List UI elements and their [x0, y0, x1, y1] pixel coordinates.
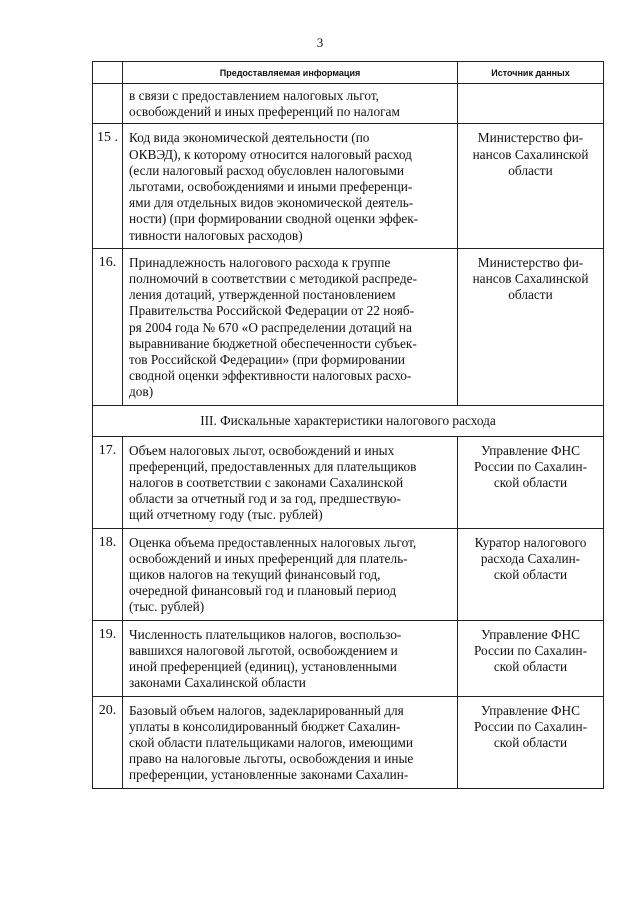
- section-header-row: [93, 405, 604, 436]
- row-source: Управление ФНС России по Сахалин- ской области: [458, 620, 604, 696]
- row-number: 20.: [93, 696, 123, 788]
- continuation-line: в связи с предоставлением налоговых льгот,: [129, 88, 379, 103]
- row-source: Куратор налогового расхода Сахалин- ской области: [458, 528, 604, 620]
- section-title: III. Фискальные характеристики налогового расхода: [93, 405, 604, 436]
- row-number: 16.: [93, 248, 123, 405]
- page-number: 3: [316, 35, 324, 50]
- table-row: [93, 528, 604, 620]
- table-row: [93, 696, 604, 788]
- header-number: [93, 62, 123, 84]
- table-row: [93, 248, 604, 405]
- continuation-line: освобождений и иных преференций по налогам: [129, 104, 400, 120]
- row-number: 17.: [93, 436, 123, 528]
- table-header-row: [93, 62, 604, 84]
- row-info: Численность плательщиков налогов, воспользо- вавшихся налоговой льготой, освобождением и иной преференцией (единиц), установленными законами Сахалинской области: [123, 620, 458, 696]
- data-sources-table: [92, 61, 604, 789]
- header-info: Предоставляемая информация: [123, 62, 458, 84]
- row-number: 18.: [93, 528, 123, 620]
- row-info: Базовый объем налогов, задекларированный для уплаты в консолидированный бюджет Сахалин- ской области плательщиками налогов, имеющими право на налоговые льготы, освобождения и иные преференции, установленные законами Сахалин-: [123, 696, 458, 788]
- header-source: Источник данных: [458, 62, 604, 84]
- table-row: [93, 436, 604, 528]
- row-source: Министерство фи- нансов Сахалинской области: [458, 124, 604, 248]
- table-row: [93, 620, 604, 696]
- row-info: Код вида экономической деятельности (по ОКВЭД), к которому относится налоговый расход (если налоговый расход обусловлен налоговыми льготами, освобождениями и иными преференци- ями для отдельных видов экономической деятель- ности) (при формировании сводной оценки эффек- тивности налоговых расходов): [123, 124, 458, 248]
- row-number: 15 .: [93, 124, 123, 248]
- continuation-source-cell: [458, 84, 604, 124]
- row-info: Принадлежность налогового расхода к группе полномочий в соответствии с методикой распреде- ления дотаций, утвержденной постановлением Правительства Российской Федерации от 22 нояб- ря 2004 года № 670 «О распределении дотаций на выравнивание бюджетной обеспеченности субъек- тов Российской Федерации» (при формировании сводной оценки эффективности налоговых расхо- дов): [123, 248, 458, 405]
- continuation-row: [93, 84, 604, 124]
- row-number: 19.: [93, 620, 123, 696]
- continuation-info-cell: [123, 84, 458, 124]
- row-source: Управление ФНС России по Сахалин- ской области: [458, 696, 604, 788]
- table-row: [93, 124, 604, 248]
- row-source: Управление ФНС России по Сахалин- ской области: [458, 436, 604, 528]
- continuation-number-cell: [93, 84, 123, 124]
- row-info: Оценка объема предоставленных налоговых льгот, освобождений и иных преференций для платель- щиков налогов на текущий финансовый год, очередной финансовый год и плановый период (тыс. рублей): [123, 528, 458, 620]
- row-info: Объем налоговых льгот, освобождений и иных преференций, предоставленных для плательщиков налогов в соответствии с законами Сахалинской области за отчетный год и за год, предшествую- щий отчетному году (тыс. рублей): [123, 436, 458, 528]
- row-source: Министерство фи- нансов Сахалинской области: [458, 248, 604, 405]
